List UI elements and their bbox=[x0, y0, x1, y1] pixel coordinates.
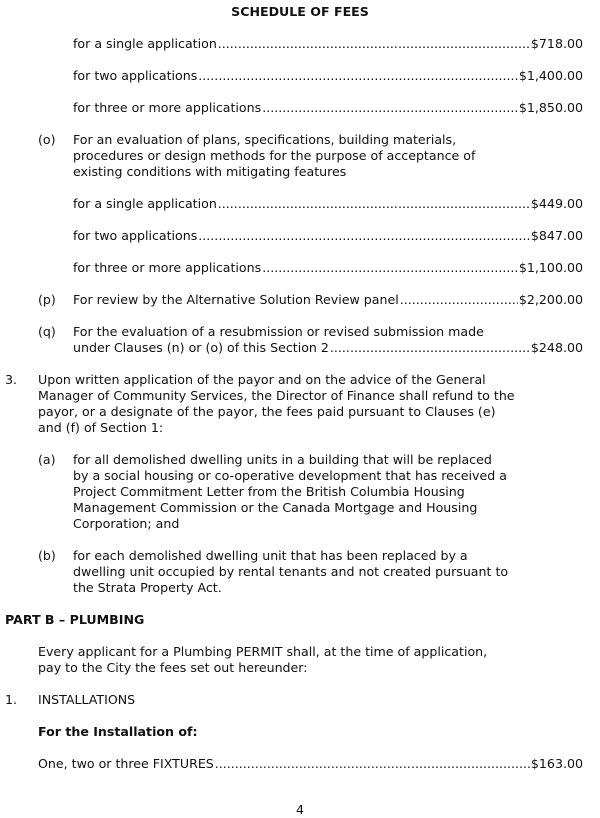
fee-row-two bbox=[73, 228, 583, 244]
text-line: Corporation; and bbox=[73, 516, 180, 531]
text-line: by a social housing or co-operative development that has received a bbox=[73, 468, 507, 483]
fee-label: for a single application bbox=[73, 36, 217, 51]
part-b-heading: PART B – PLUMBING bbox=[5, 612, 145, 627]
page-title: SCHEDULE OF FEES bbox=[231, 4, 369, 19]
text-line: procedures or design methods for the purpose of acceptance of bbox=[73, 148, 476, 163]
item-marker-b: (b) bbox=[38, 548, 56, 563]
fee-row-single bbox=[73, 36, 583, 52]
fee-label: under Clauses (n) or (o) of this Section 2 bbox=[73, 340, 329, 355]
dot-leader bbox=[218, 36, 530, 52]
fee-amount: $449.00 bbox=[530, 196, 583, 211]
text-line: For an evaluation of plans, specifications, building materials, bbox=[73, 132, 457, 147]
fee-label: for two applications bbox=[73, 68, 198, 83]
dot-leader bbox=[198, 228, 530, 244]
fee-amount: $718.00 bbox=[530, 36, 583, 51]
section-number-1: 1. bbox=[5, 692, 18, 707]
fee-label: For review by the Alternative Solution Review panel bbox=[73, 292, 399, 307]
text-line: and (f) of Section 1: bbox=[38, 420, 164, 435]
fee-label: One, two or three FIXTURES bbox=[38, 756, 214, 771]
fee-row-three bbox=[73, 100, 583, 116]
dot-leader bbox=[400, 292, 518, 308]
text-line: Management Commission or the Canada Mortgage and Housing bbox=[73, 500, 478, 515]
dot-leader bbox=[198, 68, 518, 84]
item-b-text bbox=[73, 548, 508, 596]
fee-amount: $248.00 bbox=[530, 340, 583, 355]
text-line: pay to the City the fees set out hereunder: bbox=[38, 660, 308, 675]
fee-label: for three or more applications bbox=[73, 100, 262, 115]
text-line: for all demolished dwelling units in a building that will be replaced bbox=[73, 452, 492, 467]
text-line: Upon written application of the payor and on the advice of the General bbox=[38, 372, 486, 387]
installations-heading: INSTALLATIONS bbox=[38, 692, 136, 707]
item-o-text bbox=[73, 132, 475, 180]
item-marker-q: (q) bbox=[38, 324, 56, 339]
fee-row-review-panel bbox=[73, 292, 583, 308]
text-line: existing conditions with mitigating features bbox=[73, 164, 347, 179]
text-line: dwelling unit occupied by rental tenants and not created pursuant to bbox=[73, 564, 509, 579]
item-a-text bbox=[73, 452, 507, 532]
fee-label: for three or more applications bbox=[73, 260, 262, 275]
item-marker-a: (a) bbox=[38, 452, 56, 467]
dot-leader bbox=[215, 756, 530, 772]
installation-subheading: For the Installation of: bbox=[38, 724, 198, 739]
fee-amount: $847.00 bbox=[530, 228, 583, 243]
fee-amount: $1,850.00 bbox=[518, 100, 583, 115]
text-line: Every applicant for a Plumbing PERMIT shall, at the time of application, bbox=[38, 644, 488, 659]
item-marker-o: (o) bbox=[38, 132, 56, 147]
item-marker-p: (p) bbox=[38, 292, 56, 307]
fee-amount: $1,100.00 bbox=[518, 260, 583, 275]
fee-label: for a single application bbox=[73, 196, 217, 211]
fee-amount: $163.00 bbox=[530, 756, 583, 771]
fee-amount: $2,200.00 bbox=[518, 292, 583, 307]
fee-row-three bbox=[73, 260, 583, 276]
fee-row-fixtures bbox=[38, 756, 583, 772]
text-line: the Strata Property Act. bbox=[73, 580, 222, 595]
section-number-3: 3. bbox=[5, 372, 18, 387]
dot-leader bbox=[262, 260, 518, 276]
fee-row-single bbox=[73, 196, 583, 212]
fee-amount: $1,400.00 bbox=[518, 68, 583, 83]
part-b-intro bbox=[38, 644, 487, 676]
dot-leader bbox=[330, 340, 530, 356]
text-line: Manager of Community Services, the Director of Finance shall refund to the bbox=[38, 388, 515, 403]
dot-leader bbox=[262, 100, 518, 116]
section-3-text bbox=[38, 372, 515, 436]
fee-label: for two applications bbox=[73, 228, 198, 243]
dot-leader bbox=[218, 196, 530, 212]
text-line: payor, or a designate of the payor, the fees paid pursuant to Clauses (e) bbox=[38, 404, 496, 419]
fee-row-resubmission bbox=[73, 340, 583, 356]
page-number: 4 bbox=[295, 802, 304, 817]
text-line: for each demolished dwelling unit that has been replaced by a bbox=[73, 548, 468, 563]
item-q-text: For the evaluation of a resubmission or revised submission made bbox=[73, 324, 484, 339]
fee-row-two bbox=[73, 68, 583, 84]
text-line: Project Commitment Letter from the British Columbia Housing bbox=[73, 484, 465, 499]
